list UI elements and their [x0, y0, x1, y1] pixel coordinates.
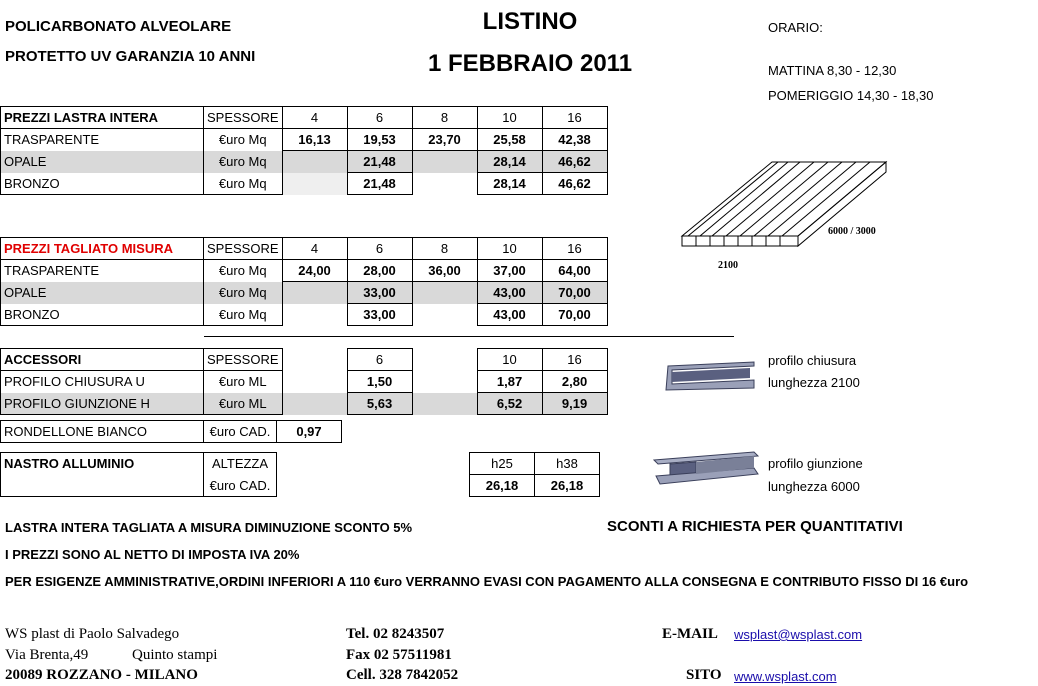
polycarbonate-sheet-drawing: [676, 140, 906, 280]
price-cell: [282, 151, 347, 173]
email-link[interactable]: wsplast@wsplast.com: [734, 627, 863, 642]
col-header: 6: [347, 349, 412, 371]
sheet-dim-length: 6000 / 3000: [828, 226, 876, 237]
col-label: SPESSORE: [204, 238, 283, 260]
profilo-chiusura-length: lunghezza 2100: [768, 375, 860, 390]
row-unit: €uro CAD.: [204, 475, 277, 497]
row-label: BRONZO: [1, 304, 204, 326]
col-header: 16: [542, 107, 607, 129]
price-cell: 21,48: [347, 173, 412, 195]
orario-mattina: MATTINA 8,30 - 12,30: [768, 63, 897, 78]
price-cell: 28,14: [477, 151, 542, 173]
col-label: ALTEZZA: [204, 453, 277, 475]
price-cell: 43,00: [477, 304, 542, 326]
price-cell: 19,53: [347, 129, 412, 151]
row-label: PROFILO CHIUSURA U: [1, 371, 204, 393]
price-cell: [282, 173, 347, 195]
row-label: BRONZO: [1, 173, 204, 195]
table-nastro: [0, 452, 600, 497]
table-row: [1, 421, 342, 443]
price-cell: [412, 151, 477, 173]
table-header-row: [1, 349, 608, 371]
sheet-dim-width: 2100: [718, 260, 738, 271]
empty-cell: [405, 453, 470, 475]
footer-address: Via Brenta,49: [5, 647, 89, 663]
note-sconto: LASTRA INTERA TAGLIATA A MISURA DIMINUZIONE SCONTO 5%: [5, 520, 413, 535]
orario-pomeriggio: POMERIGGIO 14,30 - 18,30: [768, 88, 934, 103]
col-label: SPESSORE: [204, 349, 283, 371]
price-cell: 70,00: [542, 304, 607, 326]
footer-cell: Cell. 328 7842052: [346, 667, 459, 683]
table-rondellone: [0, 420, 342, 443]
footer-tel: Tel. 02 8243507: [346, 626, 445, 642]
col-header: 4: [282, 238, 347, 260]
note-ordini: PER ESIGENZE AMMINISTRATIVE,ORDINI INFERIORI A 110 €uro VERRANNO EVASI CON PAGAMENTO ALLA CONSEGNA E CONTRIBUTO FISSO DI 16 €uro: [5, 574, 969, 589]
price-cell: 64,00: [542, 260, 607, 282]
price-cell: 1,87: [477, 371, 542, 393]
col-header: h25: [470, 453, 535, 475]
price-cell: [282, 304, 347, 326]
col-header: 10: [477, 107, 542, 129]
price-cell: 43,00: [477, 282, 542, 304]
price-cell: 23,70: [412, 129, 477, 151]
price-cell: [412, 371, 477, 393]
profilo-chiusura-label: profilo chiusura: [768, 353, 857, 368]
price-cell: [412, 304, 477, 326]
price-cell: [282, 393, 347, 415]
table-row: [1, 393, 608, 415]
table-header-row: [1, 107, 608, 129]
listino-title: LISTINO: [482, 8, 578, 35]
table-title: ACCESSORI: [1, 349, 204, 371]
table-title: NASTRO ALLUMINIO: [1, 453, 204, 475]
footer-site-label: SITO: [686, 667, 722, 683]
table-header-row: [1, 238, 608, 260]
footer-city: 20089 ROZZANO - MILANO: [5, 667, 198, 683]
row-unit: €uro Mq: [204, 129, 283, 151]
col-header: 8: [412, 107, 477, 129]
price-cell: 36,00: [412, 260, 477, 282]
orario-label: ORARIO:: [768, 20, 823, 35]
row-label: OPALE: [1, 282, 204, 304]
row-label: TRASPARENTE: [1, 260, 204, 282]
product-title: POLICARBONATO ALVEOLARE: [5, 18, 232, 35]
table-row: [1, 129, 608, 151]
col-header: 16: [542, 349, 607, 371]
price-cell: [412, 393, 477, 415]
profilo-chiusura-drawing: [662, 358, 762, 398]
price-cell: 1,50: [347, 371, 412, 393]
empty-cell: [341, 453, 405, 475]
table-row: [1, 151, 608, 173]
profilo-giunzione-length: lunghezza 6000: [768, 479, 860, 494]
price-cell: 42,38: [542, 129, 607, 151]
price-cell: [412, 173, 477, 195]
table-row: [1, 475, 600, 497]
price-cell: 46,62: [542, 151, 607, 173]
price-cell: [412, 282, 477, 304]
col-header: [282, 349, 347, 371]
col-header: 10: [477, 238, 542, 260]
price-cell: 37,00: [477, 260, 542, 282]
footer-fax: Fax 02 57511981: [346, 647, 452, 663]
price-cell: [282, 282, 347, 304]
empty-cell: [341, 475, 405, 497]
table-row: [1, 304, 608, 326]
col-label: SPESSORE: [204, 107, 283, 129]
empty-cell: [277, 453, 342, 475]
price-cell: 16,13: [282, 129, 347, 151]
row-label: RONDELLONE BIANCO: [1, 421, 204, 443]
listino-date: 1 FEBBRAIO 2011: [427, 50, 633, 77]
row-unit: €uro CAD.: [204, 421, 277, 443]
price-cell: 9,19: [542, 393, 607, 415]
price-cell: 0,97: [277, 421, 342, 443]
table-row: [1, 371, 608, 393]
price-cell: 5,63: [347, 393, 412, 415]
row-unit: €uro ML: [204, 371, 283, 393]
price-cell: 28,00: [347, 260, 412, 282]
price-cell: 6,52: [477, 393, 542, 415]
table-row: [1, 173, 608, 195]
price-cell: [282, 371, 347, 393]
col-header: [412, 349, 477, 371]
website-link[interactable]: www.wsplast.com: [734, 669, 837, 684]
table-lastra-intera: [0, 106, 608, 195]
row-unit: €uro Mq: [204, 173, 283, 195]
price-cell: 21,48: [347, 151, 412, 173]
empty-cell: [405, 475, 470, 497]
col-header: 4: [282, 107, 347, 129]
table-row: [1, 260, 608, 282]
footer-company: WS plast di Paolo Salvadego: [5, 626, 180, 642]
table-header-row: [1, 453, 600, 475]
price-cell: 2,80: [542, 371, 607, 393]
row-unit: €uro Mq: [204, 260, 283, 282]
table-accessori: [0, 348, 608, 415]
table-tagliato-misura: [0, 237, 608, 326]
table-title: PREZZI TAGLIATO MISURA: [1, 238, 204, 260]
note-quantitativi: SCONTI A RICHIESTA PER QUANTITATIVI: [607, 518, 903, 535]
price-cell: 28,14: [477, 173, 542, 195]
table-title: PREZZI LASTRA INTERA: [1, 107, 204, 129]
price-cell: 24,00: [282, 260, 347, 282]
price-cell: 26,18: [470, 475, 535, 497]
profilo-giunzione-drawing: [650, 446, 762, 490]
note-iva: I PREZZI SONO AL NETTO DI IMPOSTA IVA 20%: [5, 547, 300, 562]
price-cell: 33,00: [347, 282, 412, 304]
price-cell: 70,00: [542, 282, 607, 304]
footer-address2: Quinto stampi: [132, 647, 218, 663]
row-unit: €uro Mq: [204, 151, 283, 173]
price-cell: 25,58: [477, 129, 542, 151]
col-header: 10: [477, 349, 542, 371]
row-label: PROFILO GIUNZIONE H: [1, 393, 204, 415]
col-header: h38: [535, 453, 600, 475]
table-row: [1, 282, 608, 304]
product-subtitle: PROTETTO UV GARANZIA 10 ANNI: [5, 48, 256, 65]
profilo-giunzione-label: profilo giunzione: [768, 456, 863, 471]
price-cell: 33,00: [347, 304, 412, 326]
empty-cell: [1, 475, 204, 497]
separator-line: [204, 336, 734, 337]
empty-cell: [277, 475, 342, 497]
row-unit: €uro Mq: [204, 304, 283, 326]
col-header: 16: [542, 238, 607, 260]
col-header: 8: [412, 238, 477, 260]
col-header: 6: [347, 107, 412, 129]
row-label: TRASPARENTE: [1, 129, 204, 151]
price-cell: 26,18: [535, 475, 600, 497]
price-cell: 46,62: [542, 173, 607, 195]
col-header: 6: [347, 238, 412, 260]
row-unit: €uro Mq: [204, 282, 283, 304]
row-unit: €uro ML: [204, 393, 283, 415]
row-label: OPALE: [1, 151, 204, 173]
footer-email-label: E-MAIL: [662, 626, 718, 642]
